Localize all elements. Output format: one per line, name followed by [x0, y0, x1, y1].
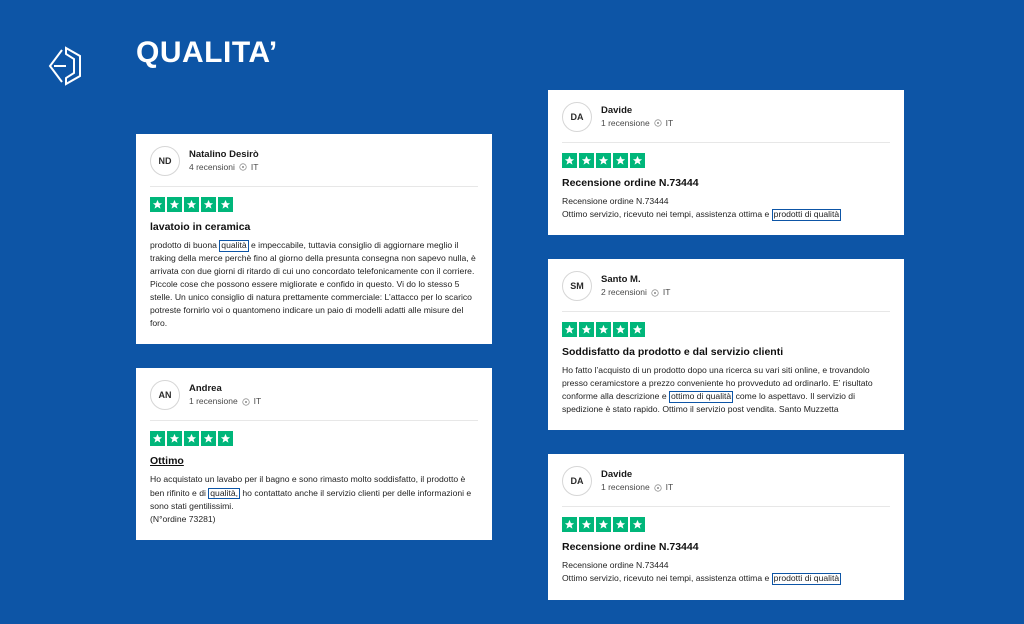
review-text: ho contattato anche il servizio clienti per delle informazioni e sono stati gentilissimi. [150, 487, 472, 511]
star-icon [562, 517, 577, 532]
rating-stars [150, 431, 478, 446]
review-text: Ho acquistato un lavabo per il bagno e sono rimasto molto soddisfatto, il prodotto è ben rifinito e di [150, 474, 466, 498]
review-card [136, 368, 492, 539]
star-icon [218, 431, 233, 446]
review-card [548, 259, 904, 430]
highlighted-keyword: ottimo di qualità [671, 391, 732, 402]
review-card [548, 90, 904, 235]
review-header [562, 271, 890, 312]
star-icon [596, 153, 611, 168]
reviewer-country: IT [662, 286, 671, 297]
review-text: prodotto di buona [150, 240, 220, 250]
star-icon [596, 517, 611, 532]
review-body [150, 239, 478, 330]
star-icon [201, 431, 216, 446]
rating-stars [562, 322, 890, 337]
review-text: Ottimo servizio, ricevuto nei tempi, assistenza ottima e [562, 209, 772, 220]
star-icon [150, 197, 165, 212]
reviewer-country: IT [250, 161, 259, 172]
reviewer-info [601, 105, 673, 129]
reviewer-meta [601, 287, 670, 298]
star-icon [579, 322, 594, 337]
review-text: e impeccabile, tuttavia consiglio di aggiornare meglio il traking della merce perchè fino al giorno della presunta consegna non sapevo nulla, è arrivata con due giorni di ritardo di cui uno concordato telefonicamente con il corriere. Piccole cose che possono essere migliorate e confido in questo. Vi do lo stesso 5 stelle. Un unico consiglio di natura prettamente commerciale: L’attacco per lo scarico potreste fornirlo voi o quantomeno indicare un paio di modelli adatti alle misure del foro. [150, 240, 476, 329]
reviewer-name: Natalino Desirò [189, 148, 259, 160]
review-card [548, 454, 904, 599]
star-icon [184, 431, 199, 446]
page-title: QUALITA’ [136, 36, 278, 69]
reviewer-name: Andrea [189, 383, 222, 395]
review-body [562, 195, 890, 221]
reviewer-info [601, 469, 673, 493]
review-count: 1 recensione [601, 117, 650, 128]
review-text: Ho fatto l’acquisto di un prodotto dopo una ricerca su vari siti online, e trovandolo presso ceramicstore a prezzo conveniente ho provveduto ad ordinarlo. E’ risultato conforme alla descrizione e [562, 365, 873, 402]
reviewer-name: Santo M. [601, 273, 641, 285]
review-body [150, 473, 478, 525]
reviewer-name: Davide [601, 469, 633, 481]
brand-logo [44, 44, 84, 88]
star-icon [630, 322, 645, 337]
rating-stars [562, 517, 890, 532]
reviewer-info [189, 383, 261, 407]
star-icon [579, 153, 594, 168]
review-header [562, 102, 890, 143]
star-icon [613, 153, 628, 168]
review-body [562, 364, 890, 416]
rating-stars [562, 153, 890, 168]
reviewer-country: IT [665, 482, 674, 493]
review-text: (N°ordine 73281) [150, 513, 216, 524]
rating-stars [150, 197, 478, 212]
reviewer-meta [601, 118, 673, 129]
star-icon [562, 322, 577, 337]
star-icon [150, 431, 165, 446]
review-body [562, 559, 890, 585]
star-icon [218, 197, 233, 212]
review-count: 2 recensioni [601, 286, 647, 297]
review-card [136, 134, 492, 344]
reviewer-country: IT [665, 117, 674, 128]
highlighted-keyword: prodotti di qualità [773, 209, 840, 220]
star-icon [630, 153, 645, 168]
star-icon [630, 517, 645, 532]
reviewer-info [601, 274, 670, 298]
location-pin-icon [654, 119, 662, 127]
review-text: Recensione ordine N.73444 [562, 196, 669, 206]
review-header [150, 146, 478, 187]
review-count: 4 recensioni [189, 161, 235, 172]
review-count: 1 recensione [189, 396, 238, 407]
review-title: Ottimo [150, 455, 184, 468]
star-icon [579, 517, 594, 532]
review-text: come lo aspettavo. Il servizio di spedizione è stato rapido. Ottimo il servizio post vendita. Santo Muzzetta [562, 391, 856, 415]
star-icon [596, 322, 611, 337]
review-text: Recensione ordine N.73444 [562, 560, 669, 571]
star-icon [562, 153, 577, 168]
star-icon [167, 197, 182, 212]
star-icon [201, 197, 216, 212]
reviewer-info [189, 149, 259, 173]
highlighted-keyword: qualità [221, 240, 247, 250]
star-icon [184, 197, 199, 212]
reviewer-meta [189, 396, 261, 407]
star-icon [613, 517, 628, 532]
review-title: Soddisfatto da prodotto e dal servizio clienti [562, 346, 784, 359]
avatar: DA [562, 102, 592, 132]
reviewer-meta [189, 162, 259, 173]
review-text: Ottimo servizio, ricevuto nei tempi, assistenza ottima e [562, 573, 772, 584]
review-header [150, 380, 478, 421]
review-title: lavatoio in ceramica [150, 221, 251, 233]
reviews-column-left [136, 134, 492, 564]
avatar: SM [562, 271, 592, 301]
reviewer-name: Davide [601, 104, 633, 116]
review-title: Recensione ordine N.73444 [562, 541, 699, 554]
location-pin-icon [239, 163, 247, 171]
location-pin-icon [651, 289, 659, 297]
avatar: DA [562, 466, 592, 496]
star-icon [167, 431, 182, 446]
avatar: AN [150, 380, 180, 410]
location-pin-icon [654, 484, 662, 492]
star-icon [613, 322, 628, 337]
reviews-column-right [548, 90, 904, 624]
highlighted-keyword: qualità, [210, 487, 238, 498]
reviewer-country: IT [253, 396, 262, 407]
highlighted-keyword: prodotti di qualità [773, 573, 840, 584]
review-title: Recensione ordine N.73444 [562, 177, 699, 189]
avatar: ND [150, 146, 180, 176]
location-pin-icon [242, 398, 250, 406]
review-header [562, 466, 890, 507]
review-count: 1 recensione [601, 482, 650, 493]
reviewer-meta [601, 482, 673, 493]
